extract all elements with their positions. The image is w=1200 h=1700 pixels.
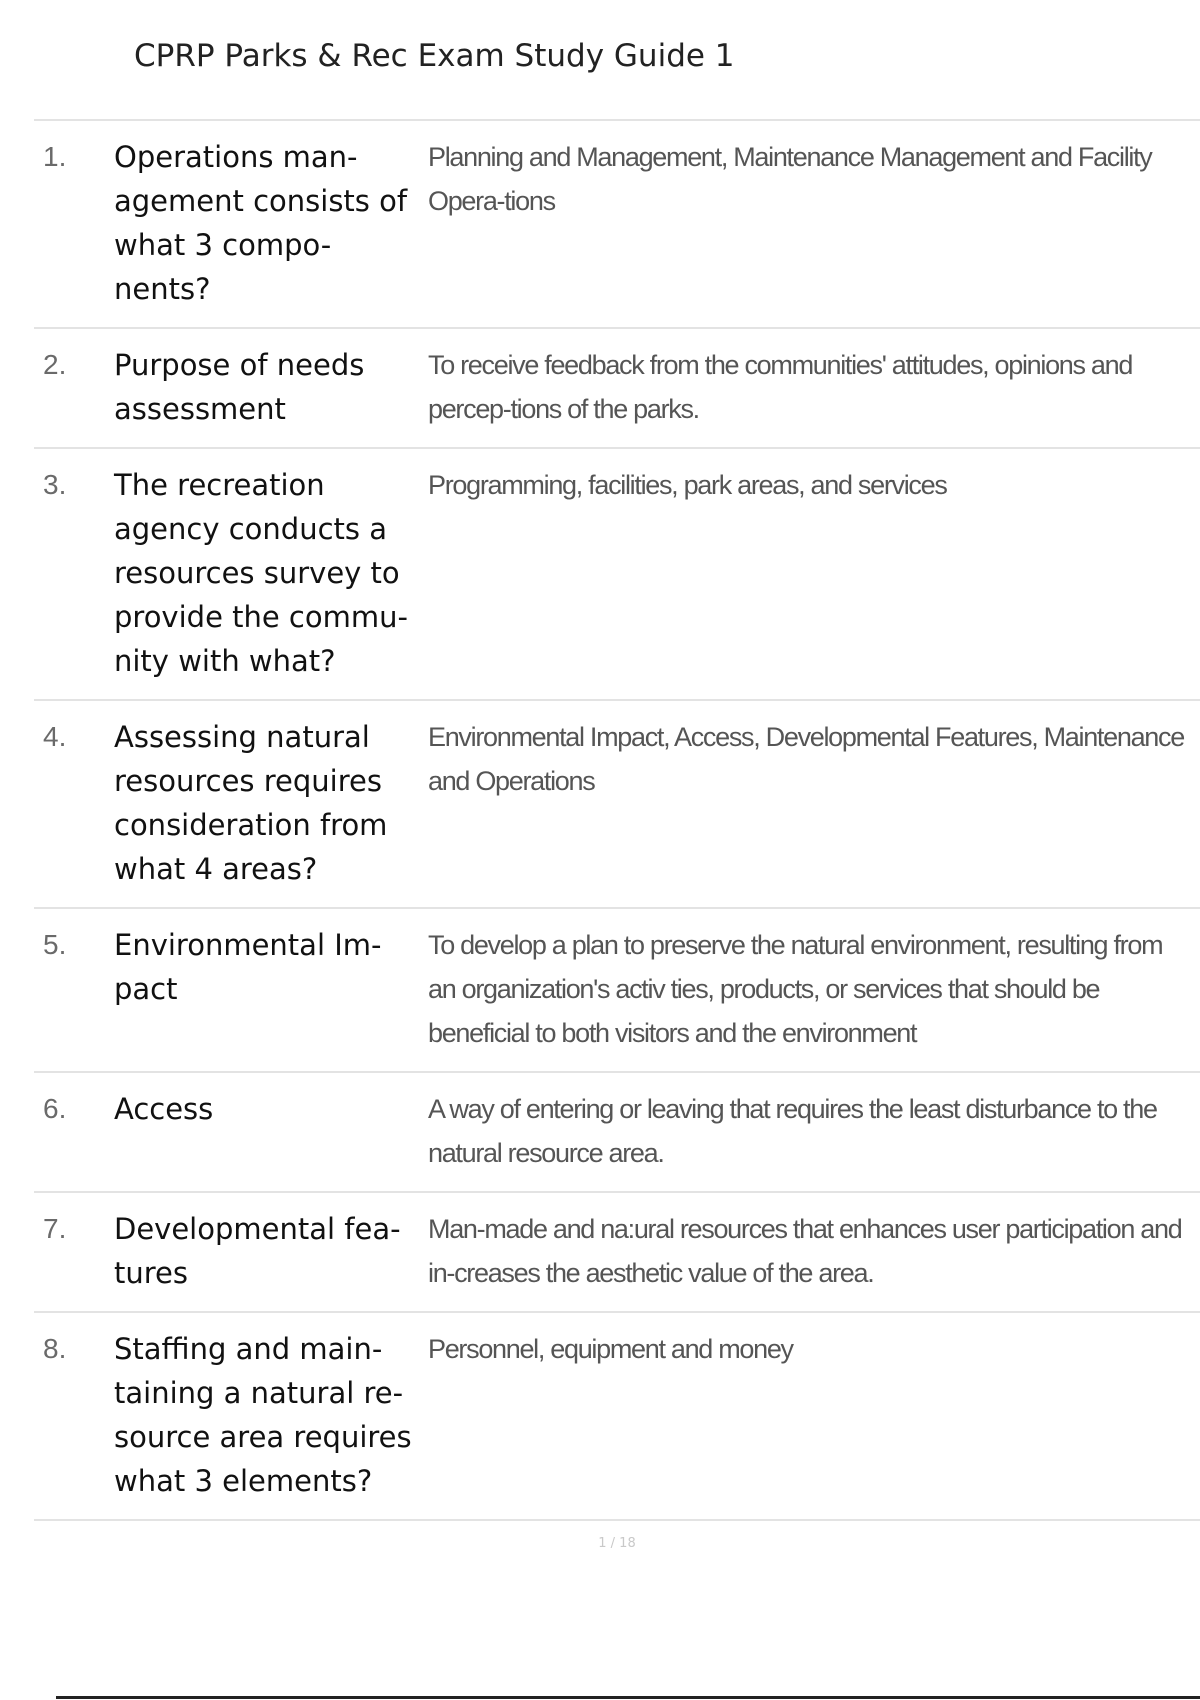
card-number: 5. <box>43 929 67 960</box>
flashcard-row <box>34 329 1200 449</box>
page-divider <box>56 1696 1200 1699</box>
card-definition: Man-made and na:ural resources that enhances user participation and in-creases the aesthetic value of the area. <box>428 1214 1182 1288</box>
card-definition: To develop a plan to preserve the natural environment, resulting from an organization's activ ties, products, or services that should be beneficial to both visitors and the environment <box>428 930 1163 1048</box>
flashcard-row <box>34 1313 1200 1521</box>
card-term: Environmental Im-pact <box>114 928 382 1006</box>
card-number: 3. <box>43 469 67 500</box>
card-definition: Personnel, equipment and money <box>428 1334 793 1364</box>
card-definition: A way of entering or leaving that requires the least disturbance to the natural resource area. <box>428 1094 1157 1168</box>
flashcard-list <box>34 119 1200 1521</box>
card-number: 7. <box>43 1213 67 1244</box>
card-term: Developmental fea-tures <box>114 1212 401 1290</box>
flashcard-row <box>34 121 1200 329</box>
card-number: 6. <box>43 1093 67 1124</box>
card-number: 4. <box>43 721 67 752</box>
card-term: Operations man-agement consists of what 3 compo-nents? <box>114 140 408 306</box>
flashcard-row <box>34 1193 1200 1313</box>
card-number: 2. <box>43 349 67 380</box>
card-definition: To receive feedback from the communities' attitudes, opinions and percep-tions of the parks. <box>428 350 1133 424</box>
card-number: 1. <box>43 141 67 172</box>
card-term: Staffing and main-taining a natural re-source area requires what 3 elements? <box>114 1332 412 1498</box>
card-definition: Planning and Management, Maintenance Management and Facility Opera-tions <box>428 142 1152 216</box>
card-term: Access <box>114 1092 214 1126</box>
document-title: CPRP Parks & Rec Exam Study Guide 1 <box>134 38 735 74</box>
card-term: Purpose of needs assessment <box>114 348 365 426</box>
flashcard-row <box>34 1073 1200 1193</box>
page-counter: 1 / 18 <box>598 1536 636 1551</box>
card-definition: Environmental Impact, Access, Developmental Features, Maintenance and Operations <box>428 722 1184 796</box>
card-term: Assessing natural resources requires consideration from what 4 areas? <box>114 720 388 886</box>
card-term: The recreation agency conducts a resources survey to provide the commu-nity with what? <box>114 468 408 678</box>
card-definition: Programming, facilities, park areas, and services <box>428 470 947 500</box>
card-number: 8. <box>43 1333 67 1364</box>
flashcard-row <box>34 449 1200 701</box>
flashcard-row <box>34 701 1200 909</box>
flashcard-row <box>34 909 1200 1073</box>
